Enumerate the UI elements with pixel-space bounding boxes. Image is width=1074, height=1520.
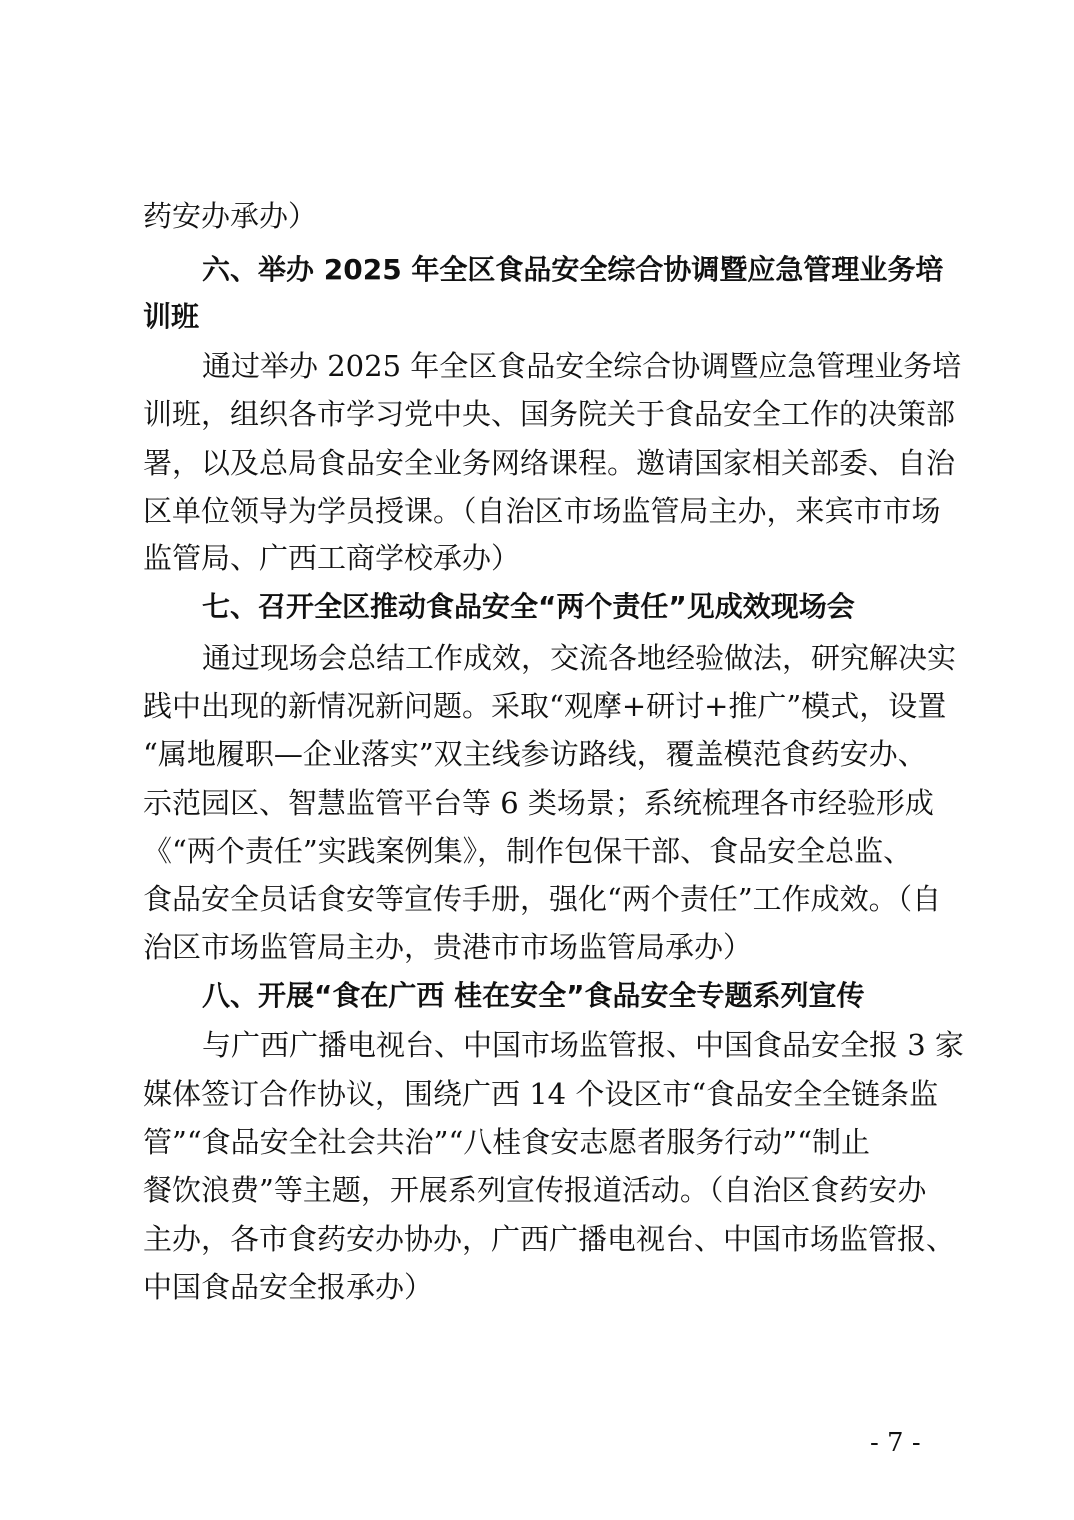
body-line: 通过现场会总结工作成效，交流各地经验做法，研究解决实: [202, 641, 957, 675]
page-number: - 7 -: [870, 1428, 921, 1458]
section-heading-six: 六、举办 2025 年全区食品安全综合协调暨应急管理业务培: [202, 253, 944, 286]
body-line: “属地履职—企业落实”双主线参访路线，覆盖模范食药安办、: [143, 737, 927, 771]
body-line: 治区市场监管局主办，贵港市市场监管局承办）: [143, 930, 753, 964]
body-line: 中国食品安全报承办）: [143, 1270, 434, 1304]
body-line: 餐饮浪费”等主题，开展系列宣传报道活动。（自治区食药安办: [143, 1173, 927, 1207]
body-line: 与广西广播电视台、中国市场监管报、中国食品安全报 3 家: [202, 1028, 964, 1062]
section-heading-seven: 七、召开全区推动食品安全“两个责任”见成效现场会: [202, 590, 855, 623]
body-line: 署，以及总局食品安全业务网络课程。邀请国家相关部委、自治: [143, 446, 956, 480]
body-line: 践中出现的新情况新问题。采取“观摩+研讨+推广”模式，设置: [143, 689, 947, 723]
body-line: 通过举办 2025 年全区食品安全综合协调暨应急管理业务培: [202, 349, 962, 383]
body-line: 主办，各市食药安办协办，广西广播电视台、中国市场监管报、: [143, 1222, 956, 1256]
section-heading-eight: 八、开展“食在广西 桂在安全”食品安全专题系列宣传: [202, 979, 865, 1012]
body-line: 示范园区、智慧监管平台等 6 类场景；系统梳理各市经验形成: [143, 786, 934, 820]
body-line: 管”“食品安全社会共治”“八桂食安志愿者服务行动”“制止: [143, 1125, 870, 1159]
body-line: 《“两个责任”实践案例集》，制作包保干部、食品安全总监、: [143, 834, 913, 868]
body-line: 食品安全员话食安等宣传手册，强化“两个责任”工作成效。（自: [143, 882, 942, 916]
body-line: 监管局、广西工商学校承办）: [143, 541, 521, 575]
body-line: 药安办承办）: [143, 199, 318, 233]
body-line: 区单位领导为学员授课。（自治区市场监管局主办，来宾市市场: [143, 494, 941, 528]
body-line: 媒体签订合作协议，围绕广西 14 个设区市“食品安全全链条监: [143, 1077, 939, 1111]
body-line: 训班，组织各市学习党中央、国务院关于食品安全工作的决策部: [143, 397, 956, 431]
section-heading-six-continued: 训班: [143, 300, 200, 333]
